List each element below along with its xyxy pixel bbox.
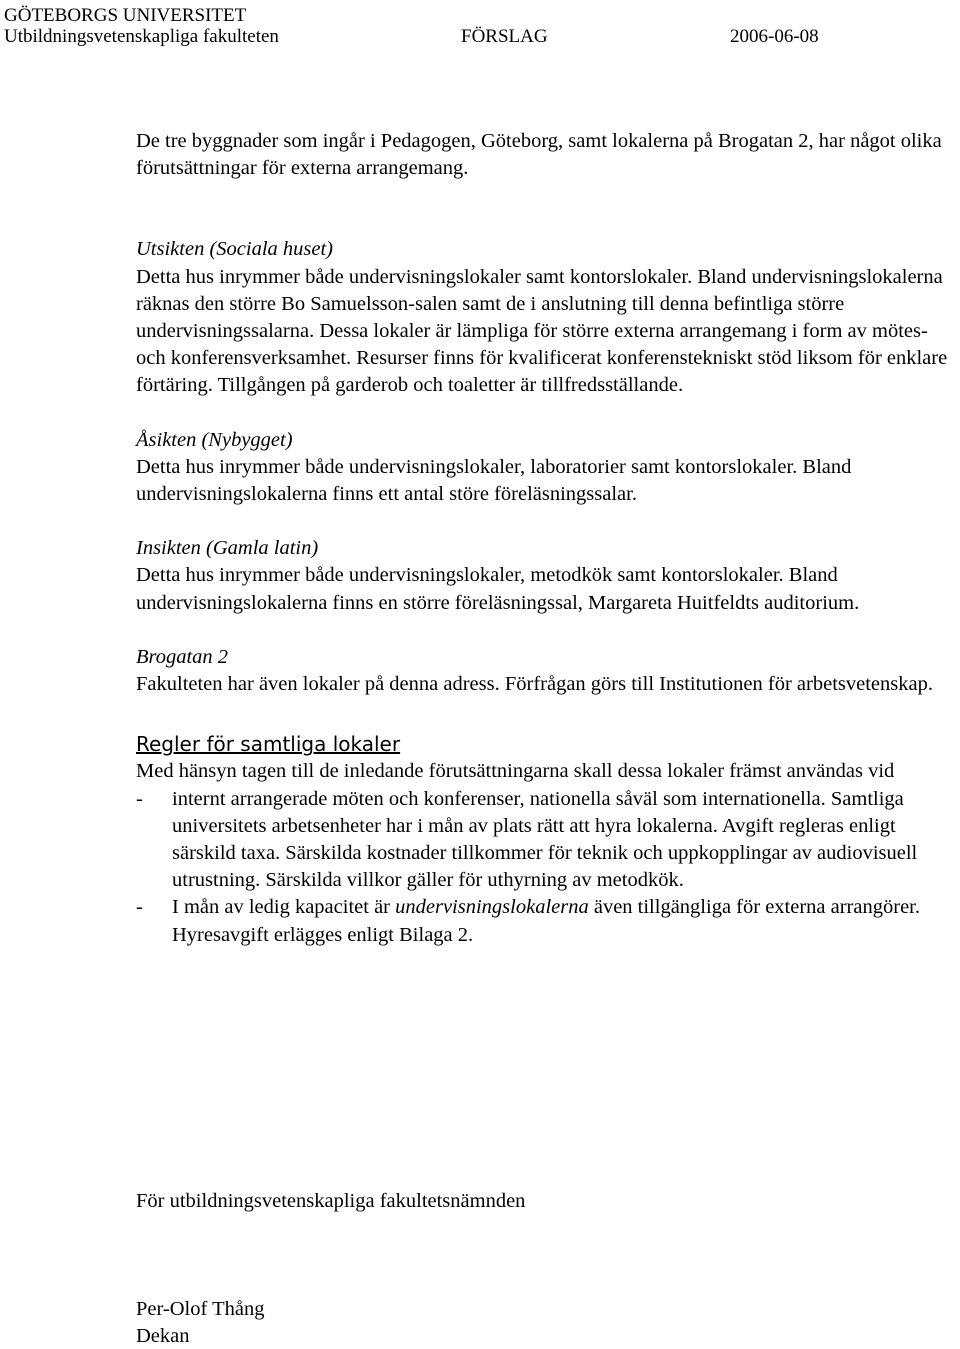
section-insikten bbox=[136, 535, 960, 617]
list-item-text-post: även tillgängliga för externa arrangörer. Hyresavgift erlägges enligt Bilaga 2. bbox=[172, 896, 920, 946]
document-body bbox=[136, 128, 960, 949]
section-title: Insikten (Gamla latin) bbox=[136, 537, 319, 560]
list-item-text-pre: I mån av ledig kapacitet är bbox=[172, 896, 396, 919]
section-title: Brogatan 2 bbox=[136, 645, 229, 668]
section-title: Utsikten (Sociala huset) bbox=[136, 238, 333, 261]
list-dash: - bbox=[136, 896, 143, 919]
header-date: 2006-06-08 bbox=[730, 26, 819, 47]
header-status: FÖRSLAG bbox=[461, 26, 548, 47]
rules-list bbox=[136, 786, 960, 949]
signoff-role: Dekan bbox=[136, 1325, 190, 1347]
list-item-text: internt arrangerade möten och konferenser, nationella såväl som internationella. Samtliga universitets arbetsenheter har i mån av plats rätt att hyra lokalerna. Avgift regleras enligt särskild taxa. Särskilda kostnader tillkommer för teknik och uppkopplingar av audiovisuell utrustning. Särskilda villkor gäller för uthyrning av metodkök. bbox=[172, 787, 918, 892]
header-university: GÖTEBORGS UNIVERSITET bbox=[4, 5, 247, 26]
section-body: Detta hus inrymmer både undervisningslokaler, metodkök samt kontorslokaler. Bland undervisningslokalerna finns en större föreläsningssal, Margareta Huitfeldts auditorium. bbox=[136, 564, 860, 614]
list-item bbox=[136, 894, 960, 948]
section-body: Detta hus inrymmer både undervisningslokaler, laboratorier samt kontorslokaler. Bland undervisningslokalerna finns ett antal störe föreläsningssalar. bbox=[136, 455, 852, 506]
list-item bbox=[136, 786, 960, 895]
rules-section bbox=[136, 731, 960, 949]
section-title: Åsikten (Nybygget) bbox=[136, 428, 293, 451]
signoff-name: Per-Olof Thång bbox=[136, 1298, 265, 1320]
intro-paragraph: De tre byggnader som ingår i Pedagogen, Göteborg, samt lokalerna på Brogatan 2, har något olika förutsättningar för externa arrangemang. bbox=[136, 130, 942, 180]
rules-intro: Med hänsyn tagen till de inledande förutsättningarna skall dessa lokaler främst användas vid bbox=[136, 760, 895, 783]
section-utsikten bbox=[136, 236, 960, 399]
signoff-line: För utbildningsvetenskapliga fakultetsnämnden bbox=[136, 1190, 526, 1212]
list-item-emphasis: undervisningslokalerna bbox=[395, 896, 589, 919]
section-body: Fakulteten har även lokaler på denna adress. Förfrågan görs till Institutionen för arbetsvetenskap. bbox=[136, 673, 933, 696]
list-dash: - bbox=[136, 787, 143, 810]
section-brogatan bbox=[136, 644, 960, 698]
rules-heading: Regler för samtliga lokaler bbox=[136, 732, 401, 757]
section-body: Detta hus inrymmer både undervisningslokaler samt kontorslokaler. Bland undervisningslokalerna räknas den större Bo Samuelsson-salen samt de i anslutning till denna befintliga större undervisningssalarna. Dessa lokaler är lämpliga för större externa arrangemang i form av mötes- och konferensverksamhet. Resurser finns för kvalificerat konferenstekniskt stöd liksom för enklare förtäring. Tillgången på garderob och toaletter är tillfredsställande. bbox=[136, 265, 948, 397]
section-asikten bbox=[136, 427, 960, 509]
header-faculty: Utbildningsvetenskapliga fakulteten bbox=[4, 26, 279, 47]
